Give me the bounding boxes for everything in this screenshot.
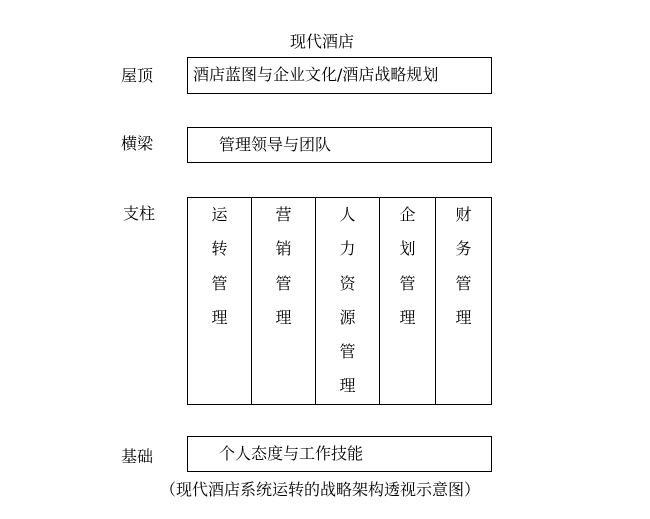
- pillar-char: 人: [339, 205, 356, 224]
- beam-box: [187, 127, 492, 163]
- diagram-caption: （现代酒店系统运转的战略架构透视示意图）: [160, 480, 481, 499]
- pillar-char: 营: [275, 205, 292, 224]
- pillar-human-resources: [316, 198, 380, 404]
- pillar-char: 理: [339, 376, 356, 396]
- foundation-box: [187, 436, 492, 472]
- beam-label: 横梁: [121, 134, 154, 153]
- pillar-char: 资: [339, 273, 356, 293]
- pillars-box: [187, 197, 492, 405]
- foundation-label: 基础: [121, 447, 154, 466]
- foundation-text: 个人态度与工作技能: [219, 444, 364, 463]
- pillar-finance-text: [436, 205, 491, 342]
- pillar-char: 销: [275, 239, 292, 259]
- pillar-char: 管: [399, 273, 416, 293]
- pillar-char: 转: [211, 239, 228, 259]
- pillar-char: 管: [211, 273, 228, 293]
- pillar-char: 财: [455, 205, 472, 224]
- pillar-char: 管: [455, 273, 472, 293]
- pillar-operations-text: [188, 205, 251, 342]
- pillar-planning: [380, 198, 436, 404]
- pillar-char: 务: [455, 239, 472, 259]
- beam-text: 管理领导与团队: [219, 135, 332, 154]
- pillar-char: 划: [399, 239, 416, 259]
- pillar-char: 力: [339, 239, 356, 259]
- pillars-label: 支柱: [123, 204, 156, 223]
- roof-text: 酒店蓝图与企业文化/酒店战略规划: [193, 65, 439, 84]
- roof-box: [187, 57, 492, 94]
- pillar-char: 管: [275, 273, 292, 293]
- pillar-char: 运: [211, 205, 228, 224]
- pillar-char: 理: [399, 307, 416, 327]
- pillar-operations: [188, 198, 252, 404]
- diagram-title: 现代酒店: [290, 32, 355, 51]
- pillar-marketing: [252, 198, 316, 404]
- pillar-char: 企: [399, 205, 416, 224]
- pillar-marketing-text: [252, 205, 315, 342]
- roof-label: 屋顶: [121, 66, 154, 85]
- pillar-char: 管: [339, 342, 356, 362]
- pillar-planning-text: [380, 205, 435, 342]
- pillar-char: 源: [339, 307, 356, 327]
- pillar-char: 理: [275, 307, 292, 327]
- pillar-human-resources-text: [316, 205, 379, 411]
- pillar-char: 理: [211, 307, 228, 327]
- pillar-finance: [436, 198, 491, 404]
- pillar-char: 理: [455, 307, 472, 327]
